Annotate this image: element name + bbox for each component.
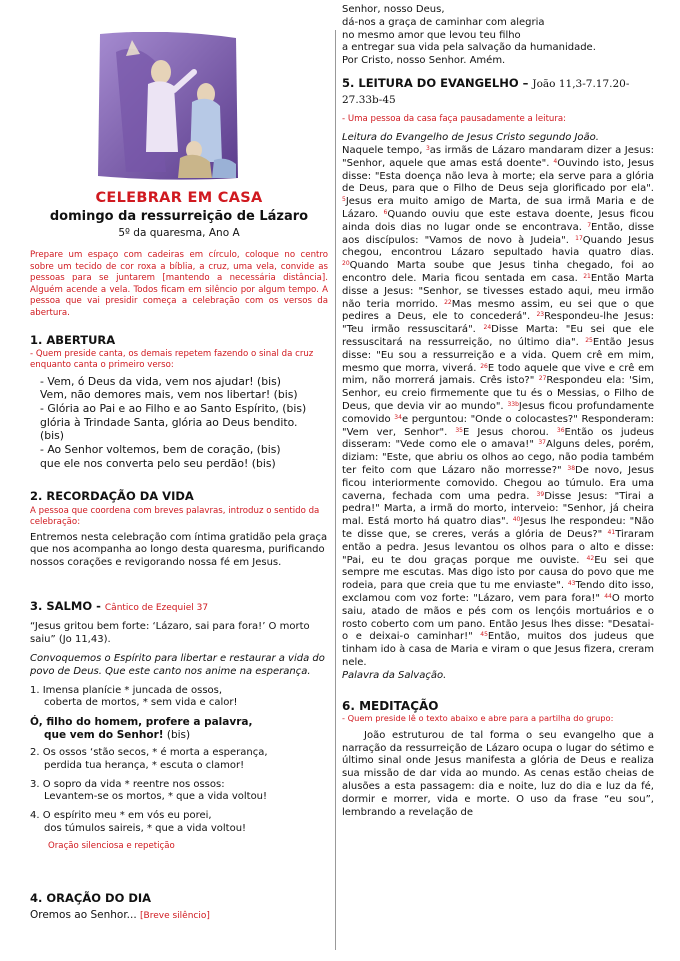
gospel-segment: Eu sei que sempre me escutas. Mas digo isto por causa do povo que me rodeia, para que creia que tu me enviaste". (342, 554, 655, 592)
verse-number: 26 (480, 362, 488, 370)
verse-number: 45 (480, 631, 488, 639)
collect-prayer (342, 4, 654, 68)
verse: perdida tua herança, * escuta o clamor! (44, 760, 245, 772)
verse-number: 33b (507, 401, 519, 409)
verse-number: 25 (585, 337, 593, 345)
section-salmo (30, 600, 328, 852)
gospel-segment: Jesus lhe respondeu: "Não te disse que, se creres, verás a glória de Deus?" (342, 516, 654, 540)
verse-number: 17 (575, 234, 583, 242)
gospel-segment: O morto saiu, atado de mãos e pés com os lençóis mortuários e o rosto coberto com um pano. Então Jesus lhes disse: "Desatai-o e deixai-o caminhar!" (342, 592, 654, 643)
rubric: A pessoa que coordena com breves palavras, introduz o sentido da celebração: (30, 505, 320, 528)
gospel-segment: Então Jesus disse: "Eu sou a ressurreição e a vida. Quem crê em mim, mesmo que morra, viverá. (342, 337, 654, 374)
gospel-segment: Ouvindo isto, Jesus disse: "Esta doença não leva à morte; ela serve para a glória de Deus, para que o Filho de Deus seja glorificado por ela". (342, 157, 654, 195)
verse-number: 4 (553, 157, 558, 165)
hymn-line: glória à Trindade Santa, glória ao Deus bendito. (40, 415, 298, 429)
illustration-lazarus-image (96, 32, 242, 182)
gospel-segment: E todo aquele que vive e crê em mim, não morrerá jamais. Crês isto?" (342, 362, 654, 387)
section-heading: 3. SALMO - (30, 599, 105, 613)
gospel-segment: as irmãs de Lázaro mandaram dizer a Jesus: "Senhor, aquele que amas está doente". (342, 145, 654, 169)
gospel-segment: Quando ouviu que este estava doente, Jesus ficou ainda dois dias no lugar onde se encontrava. (342, 209, 654, 233)
rubric: - Quem preside lê o texto abaixo e abre para a partilha do grupo: (342, 712, 614, 723)
verse-number: 3 (425, 145, 430, 153)
verse-number: 20 (342, 260, 350, 268)
section-text: Entremos nesta celebração com íntima gratidão pela graça que nos acompanha ao longo desta quaresma, purificando nossos corações e revigorando nossa fé em Jesus. (30, 531, 328, 569)
section-abertura (30, 334, 328, 470)
refrain-bis: (bis) (163, 728, 191, 741)
verse-number: 44 (604, 592, 612, 600)
hymn-line: - Glória ao Pai e ao Filho e ao Santo Espírito, (bis) (40, 401, 307, 415)
gospel-segment: Quando Jesus chegou, encontrou Lázaro sepultado havia quatro dias. (342, 234, 654, 259)
verse-number: 6 (383, 209, 388, 217)
gospel-closing: Palavra da Salvação. (342, 669, 447, 681)
section-heading: 2. RECORDAÇÃO DA VIDA (30, 489, 194, 503)
verse-number: 39 (536, 490, 545, 498)
invitation: Convoquemos o Espírito para libertar e restaurar a vida do povo de Deus. Que este canto nos anime na esperança. (30, 652, 325, 677)
gospel-segment: Disse Marta: "Eu sei que ele ressuscitará na ressurreição, no último dia". (342, 324, 655, 349)
page-subtitle: domingo da ressurreição de Lázaro (49, 209, 309, 224)
verse: 2. Os ossos ‘stão secos, * é morta a esperança, (30, 747, 268, 759)
section-heading: 4. ORAÇÃO DO DIA (30, 891, 152, 905)
verse-number: 38 (567, 465, 576, 472)
hymn-line: - Ao Senhor voltemos, bem de coração, (bis) (40, 443, 281, 457)
refrain: Ó, filho do homem, profere a palavra, (30, 715, 253, 728)
gospel-segment: De novo, Jesus ficou interiormente comovido. Chegou ao túmulo. Era uma caverna, fechada com uma pedra. (342, 465, 654, 502)
verse-number: 43 (567, 580, 576, 588)
gospel-segment: e perguntou: "Onde o colocastes?" Responderam: "Vem ver, Senhor". (342, 413, 654, 438)
prayer-line: no mesmo amor que levou teu filho (342, 29, 521, 41)
prayer-line: Senhor, nosso Deus, (342, 4, 445, 15)
verse-number: 5 (342, 196, 346, 204)
section-heading: 5. LEITURA DO EVANGELHO – (342, 75, 533, 90)
page-title: CELEBRAR EM CASA (95, 190, 263, 206)
verse-number: 40 (512, 516, 521, 524)
gospel-segment: Então Marta disse a Jesus: "Senhor, se tivesses estado aqui, meu irmão não teria morrido. (342, 273, 654, 310)
gospel-segment: Respondeu-lhe Jesus: "Teu irmão ressuscitará". (342, 311, 654, 336)
hymn-line: (bis) (40, 429, 64, 443)
section-heading: 1. ABERTURA (30, 333, 116, 347)
hymn-line: Vem, não demores mais, vem nos libertar! (bis) (40, 388, 298, 402)
verse: 1. Imensa planície * juncada de ossos, (30, 684, 223, 696)
gospel-segment: Quando Marta soube que Jesus tinha chegado, foi ao encontro dele. Maria ficou sentada em casa. (342, 260, 654, 285)
psalm-reference: Cântico de Ezequiel 37 (104, 603, 209, 613)
verse: Levantem-se os mortos, * que a vida voltou! (44, 791, 268, 803)
section-heading: 6. MEDITAÇÃO (342, 698, 439, 713)
gospel-segment: Então, disse aos discípulos: "Vamos de novo à Judeia". (342, 221, 654, 246)
verse-number: 27 (538, 375, 547, 383)
rubric: - Quem preside canta, os demais repetem fazendo o sinal da cruz enquanto canta o primeiro verso: (30, 348, 314, 371)
gospel-segment: Jesus ficou profundamente comovido (342, 401, 654, 425)
verse-number: 7 (587, 221, 592, 229)
intro-instructions: Prepare um espaço com cadeiras em círculo, coloque no centro sobre um tecido de cor roxa a bíblia, a cruz, uma vela, convide as pessoas para se juntarem [mantendo a necessária distância]. Alguém acende a vela. Todos ficam em silêncio por algum tempo. A pessoa que vai presidir começa a celebração com os versos da abertura. (30, 250, 328, 318)
verse-number: 34 (394, 413, 402, 421)
gospel-segment: Jesus era muito amigo de Marta, de sua irmã Maria e de Lázaro. (342, 196, 654, 221)
rubric: Oração silenciosa e repetição (48, 840, 175, 851)
prayer-line: Por Cristo, nosso Senhor. Amém. (342, 55, 506, 67)
verse: dos túmulos saireis, * que a vida voltou! (44, 822, 247, 834)
gospel-segment: Alguns deles, porém, diziam: "Este, que abriu os olhos ao cego, não podia também ter feito com que Lázaro não morresse?" (342, 439, 654, 476)
gospel-segment: Disse Jesus: "Tirai a pedra!" Marta, a irmã do morto, interveio: "Senhor, já cheira mal. Está morto há quatro dias". (342, 490, 654, 528)
verse-number: 42 (586, 554, 595, 562)
verse-number: 36 (556, 426, 565, 434)
verse-number: 21 (583, 273, 591, 281)
gospel-intro: Leitura do Evangelho de Jesus Cristo segundo João. (342, 132, 599, 144)
meditation-text: João estruturou de tal forma o seu evangelho que a narração da ressurreição de Lázaro ocupa o lugar do sétimo e último sinal onde Jesus manifesta a glória de Deus e realiza sua missão de dar vida ao mundo. As cenas estão cheias de alusões a esta passagem: dia e noite, luz do dia e luz da fé, dormir e morrer, vida e morte. O uso da frase “eu sou”, lembrando a revelação de (342, 729, 654, 818)
verse-number: 24 (483, 324, 492, 332)
verse: 4. O espírito meu * em vós eu porei, (30, 810, 212, 822)
column-divider (335, 30, 336, 950)
liturgy-label: 5º da quaresma, Ano A (118, 227, 240, 239)
verse-number: 35 (455, 426, 463, 434)
prayer-invite: Oremos ao Senhor... (30, 908, 141, 921)
section-oracao (30, 892, 328, 923)
prayer-line: a entregar sua vida pela salvação da humanidade. (342, 42, 596, 54)
verse: coberta de mortos, * sem vida e calor! (44, 697, 238, 709)
gospel-segment: Então, muitos dos judeus que tinham ido à casa de Maria e viram o que Jesus fizera, creram nele. (342, 631, 654, 668)
gospel-segment: Respondeu ela: 'Sim, Senhor, eu creio firmemente que tu és o Messias, o Filho de Deus, que devia vir ao mundo". (342, 375, 654, 413)
hymn-line: que ele nos converta pelo seu perdão! (bis) (40, 456, 276, 470)
antiphon: “Jesus gritou bem forte: ‘Lázaro, sai para fora!’ O morto saiu” (Jo 11,43). (30, 620, 310, 645)
gospel-segment: E Jesus chorou. (462, 426, 557, 438)
refrain: que vem do Senhor! (44, 728, 164, 741)
gospel-segment: Tendo dito isso, exclamou com voz forte: "Lázaro, vem para fora!" (342, 580, 654, 604)
hymn-line: - Vem, ó Deus da vida, vem nos ajudar! (bis) (40, 374, 281, 388)
rubric: [Breve silêncio] (140, 910, 210, 921)
verse-number: 41 (607, 528, 616, 536)
prayer-line: dá-nos a graça de caminhar com alegria (342, 16, 545, 28)
verse-number: 22 (444, 298, 452, 306)
gospel-segment: Mas mesmo assim, eu sei que o que pedires a Deus, ele to concederá". (342, 298, 654, 323)
gospel-segment: Tiraram então a pedra. Jesus levantou os olhos para o alto e disse: "Pai, eu te dou graças porque me ouviste. (342, 528, 654, 566)
gospel-text (342, 145, 654, 670)
verse: 3. O sopro da vida * reentre nos ossos: (30, 778, 225, 790)
verse-number: 23 (536, 311, 545, 319)
section-recordacao (30, 490, 328, 570)
gospel-reference: João 11,3-7.17.20-27.33b-45 (342, 77, 630, 106)
gospel-segment: Então os judeus disseram: "Vede como ele o amava!" (342, 426, 654, 451)
verse-number: 37 (538, 439, 546, 447)
gospel-segment: Naquele tempo, (342, 145, 426, 157)
rubric: - Uma pessoa da casa faça pausadamente a leitura: (342, 113, 567, 124)
